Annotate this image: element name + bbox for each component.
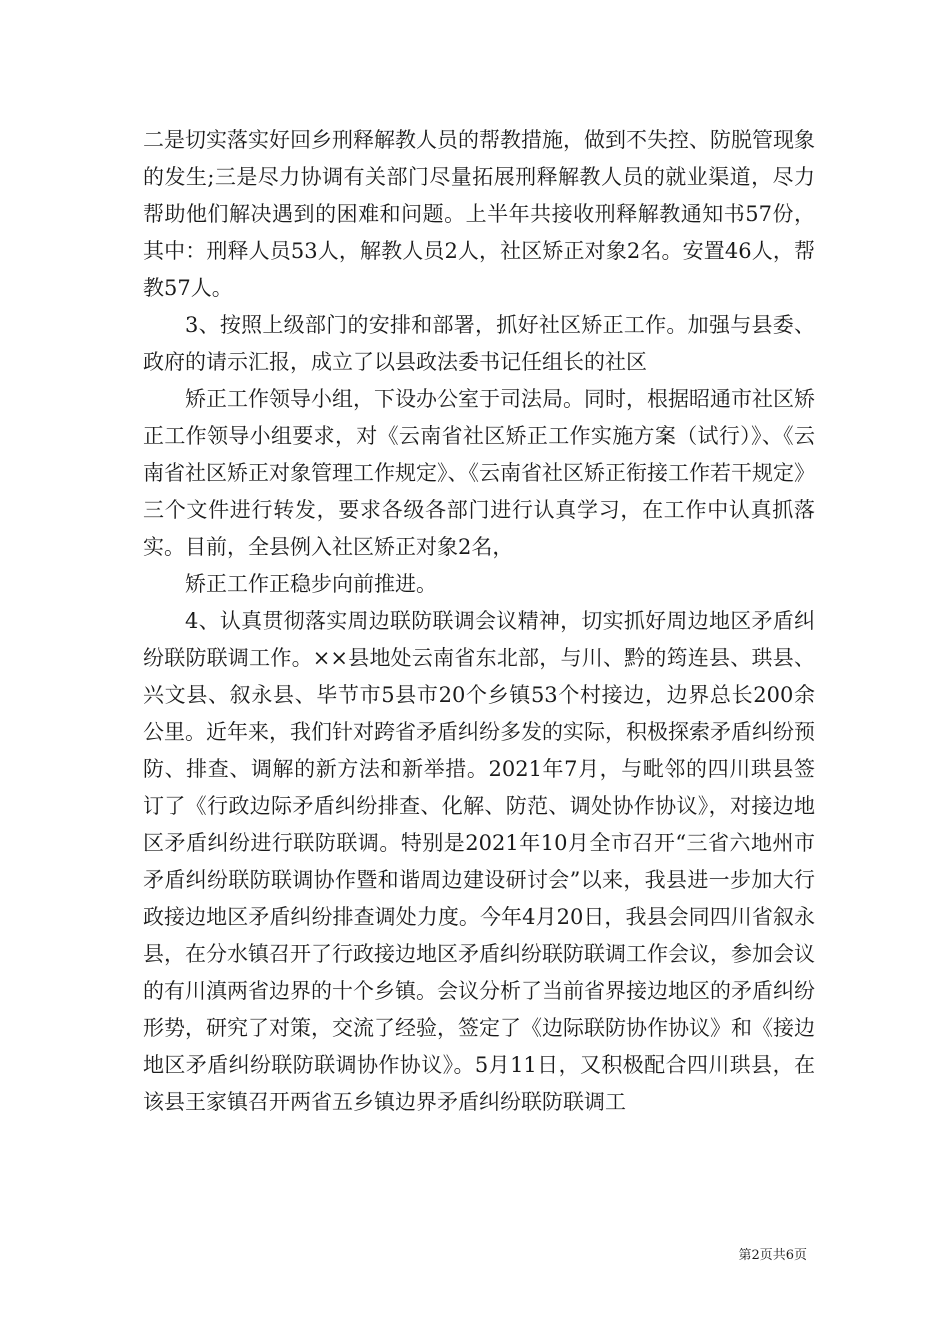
document-body xyxy=(143,122,815,1121)
paragraph-3: 矫正工作领导小组，下设办公室于司法局。同时，根据昭通市社区矫正工作领导小组要求，对《云南省社区矫正工作实施方案（试行）》、《云南省社区矫正对象管理工作规定》、《云南省社区矫正衔接工作若干规定》三个文件进行转发，要求各级各部门进行认真学习，在工作中认真抓落实。目前，全县例入社区矫正对象2名， xyxy=(143,387,815,559)
paragraph-4: 矫正工作正稳步向前推进。 xyxy=(185,572,437,596)
page-number-footer: 第2页共6页 xyxy=(738,1248,807,1263)
paragraph-2: 3、按照上级部门的安排和部署，抓好社区矫正工作。加强与县委、政府的请示汇报，成立了以县政法委书记任组长的社区 xyxy=(143,313,815,374)
paragraph-5: 4、认真贯彻落实周边联防联调会议精神，切实抓好周边地区矛盾纠纷联防联调工作。××县地处云南省东北部，与川、黔的筠连县、珙县、兴文县、叙永县、毕节市5县市20个乡镇53个村接边，边界总长200余公里。近年来，我们针对跨省矛盾纠纷多发的实际，积极探索矛盾纠纷预防、排查、调解的新方法和新举措。2021年7月，与毗邻的四川珙县签订了《行政边际矛盾纠纷排查、化解、防范、调处协作协议》，对接边地区矛盾纠纷进行联防联调。特别是2021年10月全市召开“三省六地州市矛盾纠纷联防联调协作暨和谐周边建设研讨会”以来，我县进一步加大行政接边地区矛盾纠纷排查调处力度。今年4月20日，我县会同四川省叙永县，在分水镇召开了行政接边地区矛盾纠纷联防联调工作会议，参加会议的有川滇两省边界的十个乡镇。会议分析了当前省界接边地区的矛盾纠纷形势，研究了对策，交流了经验，签定了《边际联防协作协议》和《接边地区矛盾纠纷联防联调协作协议》。5月11日，又积极配合四川珙县，在该县王家镇召开两省五乡镇边界矛盾纠纷联防联调工 xyxy=(143,609,815,1114)
paragraph-1: 二是切实落实好回乡刑释解教人员的帮教措施，做到不失控、防脱管现象的发生;三是尽力协调有关部门尽量拓展刑释解教人员的就业渠道，尽力帮助他们解决遇到的困难和问题。上半年共接收刑释解教通知书57份，其中：刑释人员53人，解教人员2人，社区矫正对象2名。安置46人，帮教57人。 xyxy=(143,128,815,300)
